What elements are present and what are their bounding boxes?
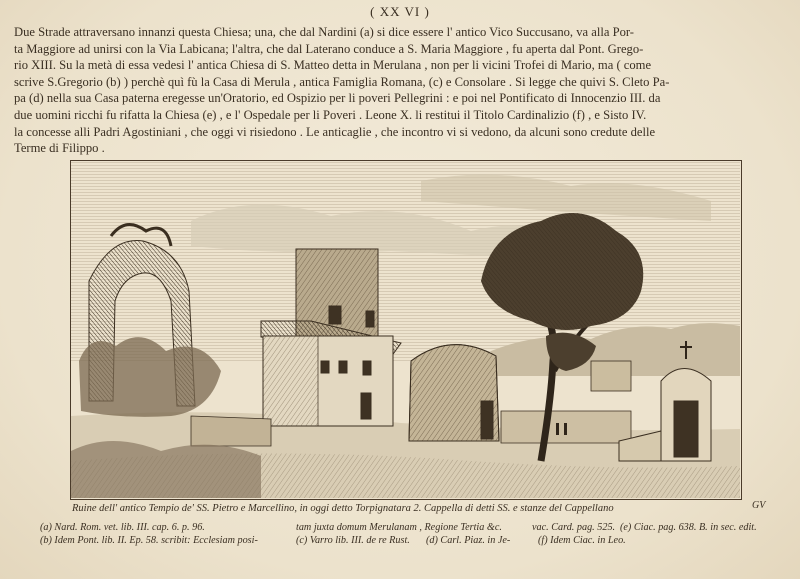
ruins-engraving xyxy=(71,161,740,498)
footnote-row xyxy=(40,535,780,548)
footnote: vac. Card. pag. 525. xyxy=(532,522,616,533)
cottage xyxy=(261,321,401,426)
body-line: la concesse alli Padri Agostiniani , che oggi vi risiedono . Le anticaglie , che incontro vi si vedono, da alcuni sono credute delle xyxy=(14,124,656,139)
body-line: scrive S.Gregorio (b) ) perchè quì fù la Casa di Merula , antica Famiglia Romana, (c) e Consolare . Si legge che quivi S. Cleto Pa- xyxy=(14,74,670,89)
footnote-row xyxy=(40,522,780,535)
page-number: ( XX VI ) xyxy=(370,4,430,19)
body-line: rio XIII. Su la metà di essa vedesi l' antica Chiesa di S. Matteo detta in Merulana , non per li vicini Trofei di Mario, ma ( come xyxy=(14,58,652,73)
distant-house xyxy=(591,361,631,391)
body-line: due uomini ricchi fu rifatta la Chiesa (e) , e l' Ospedale per li Poveri . Leone X. li restitui il Titolo Cardinalizio (f) , e Sisto IV. xyxy=(14,107,647,122)
body-line: Terme di Filippo . xyxy=(14,141,105,156)
engraver-monogram: GV xyxy=(752,500,766,511)
footnote: tam juxta domum Merulanam , Regione Tertia &c. xyxy=(296,522,502,533)
footnotes xyxy=(40,522,780,547)
plate-caption: Ruine dell' antico Tempio de' SS. Pietro e Marcellino, in oggi detto Torpignatara 2. Cappella di detti SS. e stanze del Cappellano xyxy=(72,503,614,514)
footnote: (e) Ciac. pag. 638. B. in sec. edit. xyxy=(620,522,757,533)
footnote: (d) Carl. Piaz. in Je- xyxy=(426,534,511,546)
footnote: (c) Varro lib. III. de re Rust. xyxy=(296,534,410,546)
body-text xyxy=(14,24,786,157)
body-line: ta Maggiore ad unirsi con la Via Labicana; l'altra, che dal Laterano conduce a S. Maria Maggiore , fu aperta dal Pont. Grego- xyxy=(14,41,644,56)
footnote: (f) Idem Ciac. in Leo. xyxy=(538,534,626,546)
engraving-plate xyxy=(70,160,742,500)
footnote: (a) Nard. Rom. vet. lib. III. cap. 6. p. 96. xyxy=(40,522,205,533)
round-tomb xyxy=(409,345,499,441)
body-line: Due Strade attraversano innanzi questa Chiesa; una, che dal Nardini (a) si dice essere l' antico Vico Succusano, va alla Por- xyxy=(14,25,635,39)
footnote: (b) Idem Pont. lib. II. Ep. 58. scribit: Ecclesiam posi- xyxy=(40,534,258,546)
body-line: pa (d) nella sua Casa paterna eregesse un'Oratorio, ed Ospizio per li poveri Pellegrini : e poi nel Pontificato di Innocenzio III. da xyxy=(14,91,661,106)
